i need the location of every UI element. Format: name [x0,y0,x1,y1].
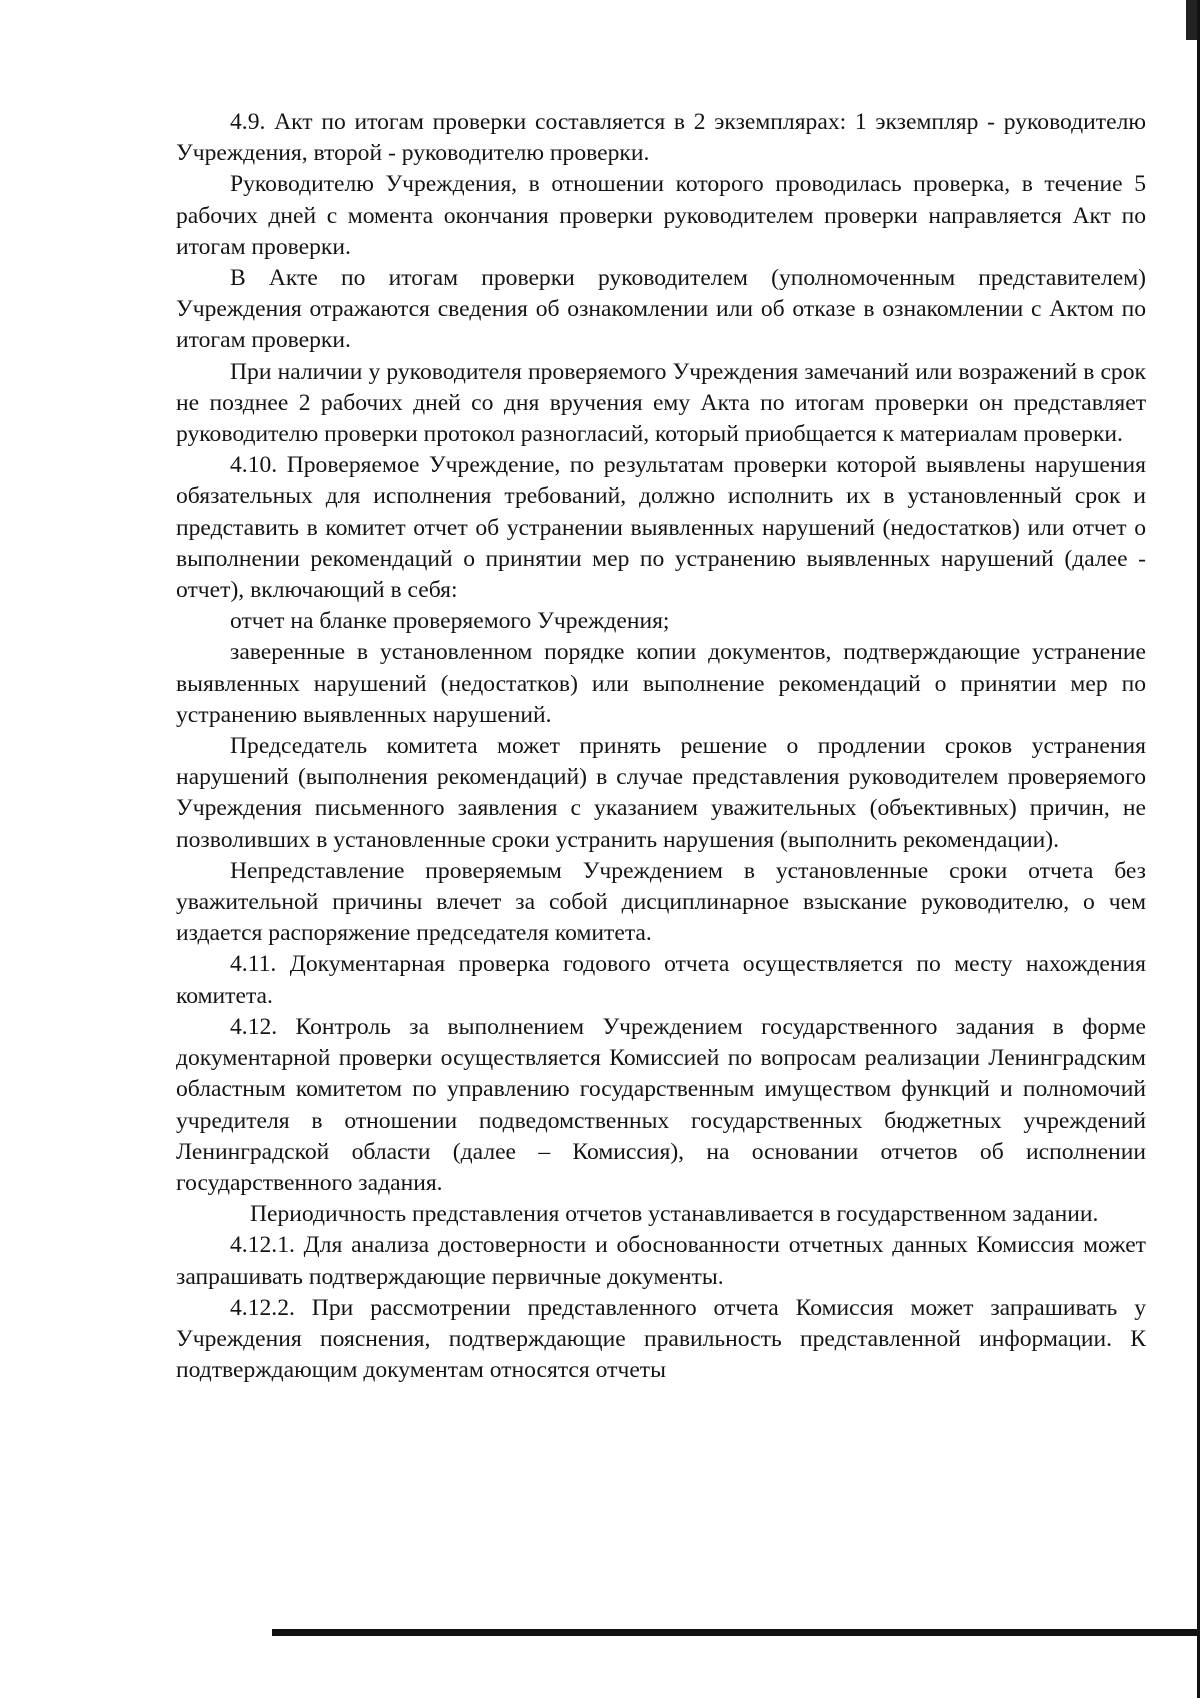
paragraph-non-submission: Непредставление проверяемым Учреждением в установленные сроки отчета без уважительной причины влечет за собой дисциплинарное взыскание руководителю, о чем издается распоряжение председателя комитета. [176,857,1146,947]
paragraph-objections: При наличии у руководителя проверяемого Учреждения замечаний или возражений в срок не позднее 2 рабочих дней со дня вручения ему Акта по итогам проверки он представляет руководителю проверки протокол разногласий, который приобщается к материалам проверки. [176,358,1146,448]
paragraph-act-acknowledgement: В Акте по итогам проверки руководителем (уполномоченным представителем) Учреждения отражаются сведения об ознакомлении или об отказе в ознакомлении с Актом по итогам проверки. [176,265,1146,354]
scan-bottom-stripe [272,1629,1200,1636]
paragraph-periodicity: Периодичность представления отчетов устанавливается в государственном задании. [250,1201,1099,1228]
paragraph-deadline-extension: Председатель комитета может принять решение о продлении сроков устранения нарушений (выполнения рекомендаций) в случае представления руководителем проверяемого Учреждения письменного заявления с указанием уважительных (объективных) причин, не позволивших в установленные сроки устранить нарушения (выполнить рекомендации). [176,733,1146,853]
paragraph-4-12-2: 4.12.2. При рассмотрении представленного отчета Комиссия может запрашивать у Учреждения пояснения, подтверждающие правильность представленной информации. К подтверждающим документам относятся отчеты [176,1294,1146,1384]
paragraph-4-12: 4.12. Контроль за выполнением Учреждением государственного задания в форме документарной проверки осуществляется Комиссией по вопросам реализации Ленинградским областным комитетом по управлению государственным имуществом функций и полномочий учредителя в отношении подведомственных государственных бюджетных учреждений Ленинградской области (далее – Комиссия), на основании отчетов об исполнении государственного задания. [176,1013,1146,1196]
paragraph-certified-copies: заверенные в установленном порядке копии документов, подтверждающие устранение выявленных нарушений (недостатков) или выполнение рекомендаций о принятии мер по устранению выявленных нарушений. [176,639,1146,728]
paragraph-4-11: 4.11. Документарная проверка годового отчета осуществляется по месту нахождения комитета. [176,951,1146,1009]
paragraph-4-12-1: 4.12.1. Для анализа достоверности и обоснованности отчетных данных Комиссия может запрашивать подтверждающие первичные документы. [176,1232,1146,1290]
paragraph-4-10: 4.10. Проверяемое Учреждение, по результатам проверки которой выявлены нарушения обязательных для исполнения требований, должно исполнить их в установленный срок и представить в комитет отчет об устранении выявленных нарушений (недостатков) или отчет о выполнении рекомендаций о принятии мер по устранению выявленных нарушений (далее - отчет), включающий в себя: [176,452,1146,604]
paragraph-4-9: 4.9. Акт по итогам проверки составляется в 2 экземплярах: 1 экземпляр - руководителю Учреждения, второй - руководителю проверки. [176,109,1146,167]
paragraph-report-form: отчет на бланке проверяемого Учреждения; [230,608,670,635]
paragraph-act-delivery: Руководителю Учреждения, в отношении которого проводилась проверка, в течение 5 рабочих дней с момента окончания проверки руководителем проверки направляется Акт по итогам проверки. [176,171,1146,260]
document-body [176,107,1146,1386]
